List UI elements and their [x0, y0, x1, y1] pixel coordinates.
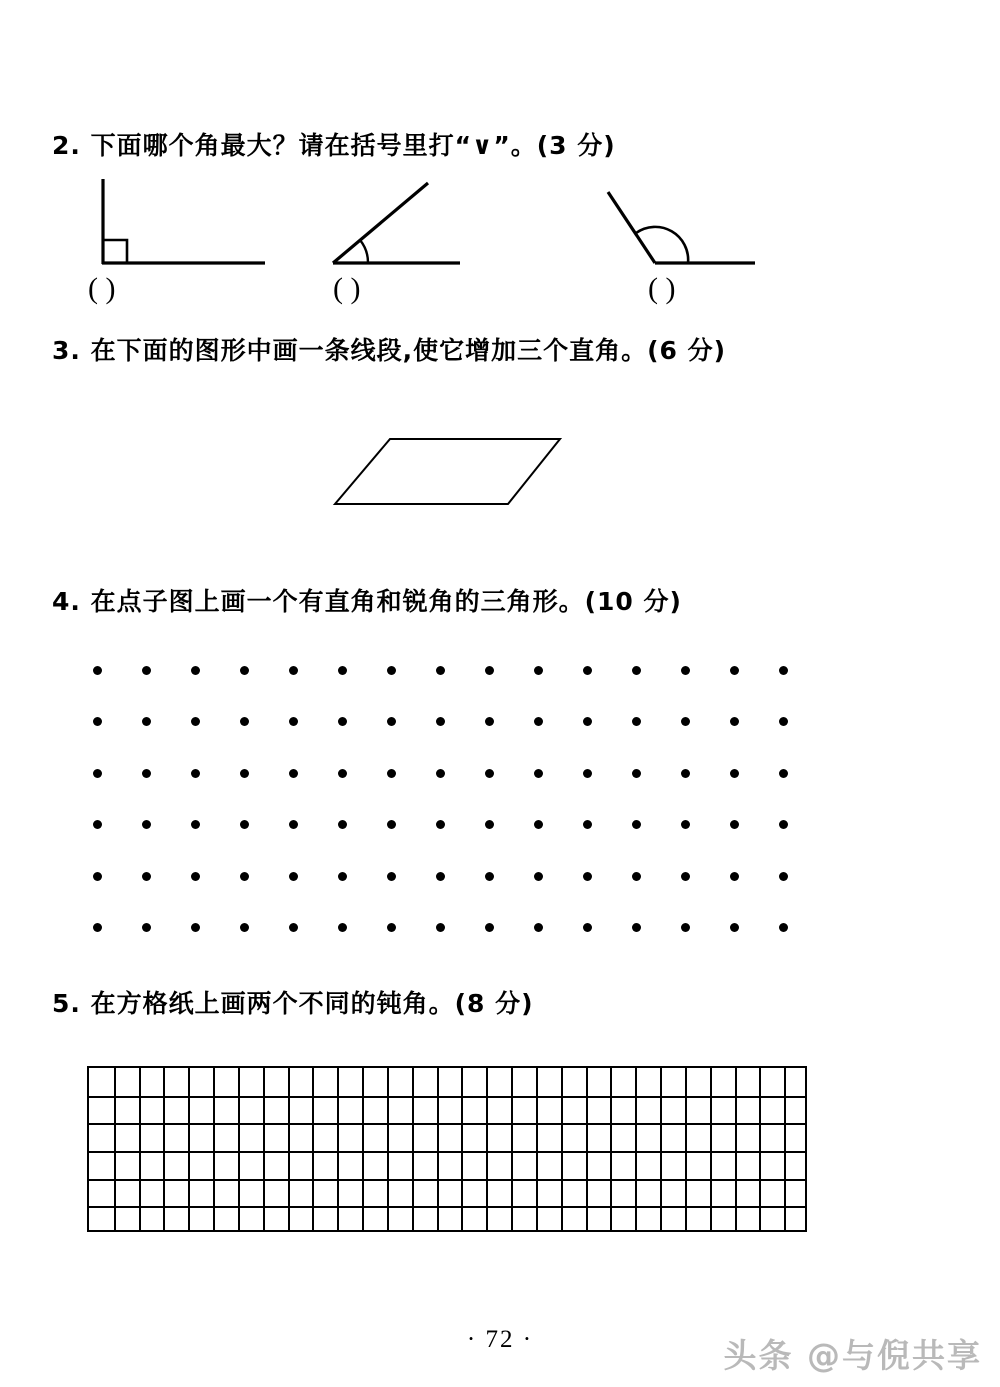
question-3-text: 3. 在下面的图形中画一条线段,使它增加三个直角。(6 分) — [52, 336, 727, 365]
grid-dot — [93, 717, 102, 726]
grid-dot — [779, 666, 788, 675]
grid-dot — [779, 923, 788, 932]
grid-dot — [387, 769, 396, 778]
grid-line-horizontal — [89, 1151, 805, 1153]
grid-dot — [191, 666, 200, 675]
grid-dot — [338, 666, 347, 675]
grid-dot — [681, 666, 690, 675]
grid-dot — [436, 923, 445, 932]
grid-dot — [485, 769, 494, 778]
grid-dot — [93, 923, 102, 932]
grid-dot — [730, 769, 739, 778]
watermark: 头条 @与倪共享 — [723, 1336, 982, 1375]
grid-dot — [93, 820, 102, 829]
grid-dot — [142, 872, 151, 881]
grid-dot — [289, 717, 298, 726]
grid-dot — [681, 923, 690, 932]
grid-dot — [632, 923, 641, 932]
grid-line-horizontal — [89, 1206, 805, 1208]
grid-dot — [681, 769, 690, 778]
grid-dot — [240, 666, 249, 675]
grid-dot — [436, 666, 445, 675]
grid-dot — [632, 717, 641, 726]
grid-dot — [240, 769, 249, 778]
grid-dot — [681, 820, 690, 829]
grid-dot — [485, 820, 494, 829]
grid-dot — [534, 820, 543, 829]
grid-dot — [485, 666, 494, 675]
grid-dot — [779, 769, 788, 778]
grid-dot — [289, 769, 298, 778]
grid-dot — [681, 717, 690, 726]
square-grid[interactable] — [87, 1066, 807, 1232]
grid-dot — [485, 923, 494, 932]
question-5-text: 5. 在方格纸上画两个不同的钝角。(8 分) — [52, 989, 534, 1018]
grid-dot — [289, 820, 298, 829]
grid-dot — [730, 923, 739, 932]
grid-dot — [730, 872, 739, 881]
grid-dot — [93, 872, 102, 881]
page-number: · 72 · — [466, 1326, 534, 1353]
grid-dot — [191, 769, 200, 778]
grid-dot — [338, 820, 347, 829]
grid-dot — [779, 717, 788, 726]
answer-bracket-1[interactable]: ( ) — [88, 272, 116, 305]
grid-dot — [142, 717, 151, 726]
grid-dot — [534, 923, 543, 932]
grid-dot — [583, 666, 592, 675]
grid-line-horizontal — [89, 1179, 805, 1181]
grid-dot — [534, 666, 543, 675]
grid-dot — [583, 820, 592, 829]
grid-dot — [240, 717, 249, 726]
grid-dot — [338, 872, 347, 881]
grid-line-horizontal — [89, 1096, 805, 1098]
grid-dot — [632, 666, 641, 675]
grid-dot — [387, 923, 396, 932]
grid-dot — [289, 666, 298, 675]
grid-dot — [191, 923, 200, 932]
answer-bracket-2[interactable]: ( ) — [333, 272, 361, 305]
grid-dot — [632, 820, 641, 829]
grid-dot — [436, 872, 445, 881]
grid-dot — [387, 717, 396, 726]
grid-dot — [730, 820, 739, 829]
grid-dot — [534, 769, 543, 778]
grid-dot — [93, 769, 102, 778]
grid-dot — [338, 717, 347, 726]
grid-dot — [583, 717, 592, 726]
grid-dot — [93, 666, 102, 675]
grid-dot — [240, 923, 249, 932]
grid-dot — [534, 717, 543, 726]
question-4-text: 4. 在点子图上画一个有直角和锐角的三角形。(10 分) — [52, 587, 682, 616]
grid-dot — [632, 872, 641, 881]
grid-dot — [142, 820, 151, 829]
grid-dot — [387, 666, 396, 675]
grid-dot — [142, 769, 151, 778]
grid-dot — [730, 717, 739, 726]
grid-dot — [436, 717, 445, 726]
grid-dot — [191, 872, 200, 881]
grid-dot — [142, 666, 151, 675]
grid-dot — [583, 872, 592, 881]
grid-dot — [534, 872, 543, 881]
answer-bracket-3[interactable]: ( ) — [648, 272, 676, 305]
grid-dot — [779, 872, 788, 881]
grid-dot — [583, 769, 592, 778]
grid-dot — [387, 820, 396, 829]
grid-dot — [485, 717, 494, 726]
grid-dot — [730, 666, 739, 675]
grid-dot — [289, 872, 298, 881]
question-2-text: 2. 下面哪个角最大？请在括号里打“∨”。(3 分) — [52, 131, 616, 160]
grid-dot — [338, 923, 347, 932]
grid-dot — [191, 717, 200, 726]
grid-dot — [632, 769, 641, 778]
grid-dot — [485, 872, 494, 881]
grid-dot — [191, 820, 200, 829]
grid-line-horizontal — [89, 1123, 805, 1125]
grid-dot — [240, 820, 249, 829]
grid-dot — [289, 923, 298, 932]
grid-dot — [779, 820, 788, 829]
grid-dot — [436, 820, 445, 829]
grid-dot — [240, 872, 249, 881]
grid-dot — [583, 923, 592, 932]
grid-dot — [387, 872, 396, 881]
grid-dot — [681, 872, 690, 881]
grid-dot — [142, 923, 151, 932]
grid-dot — [338, 769, 347, 778]
grid-dot — [436, 769, 445, 778]
